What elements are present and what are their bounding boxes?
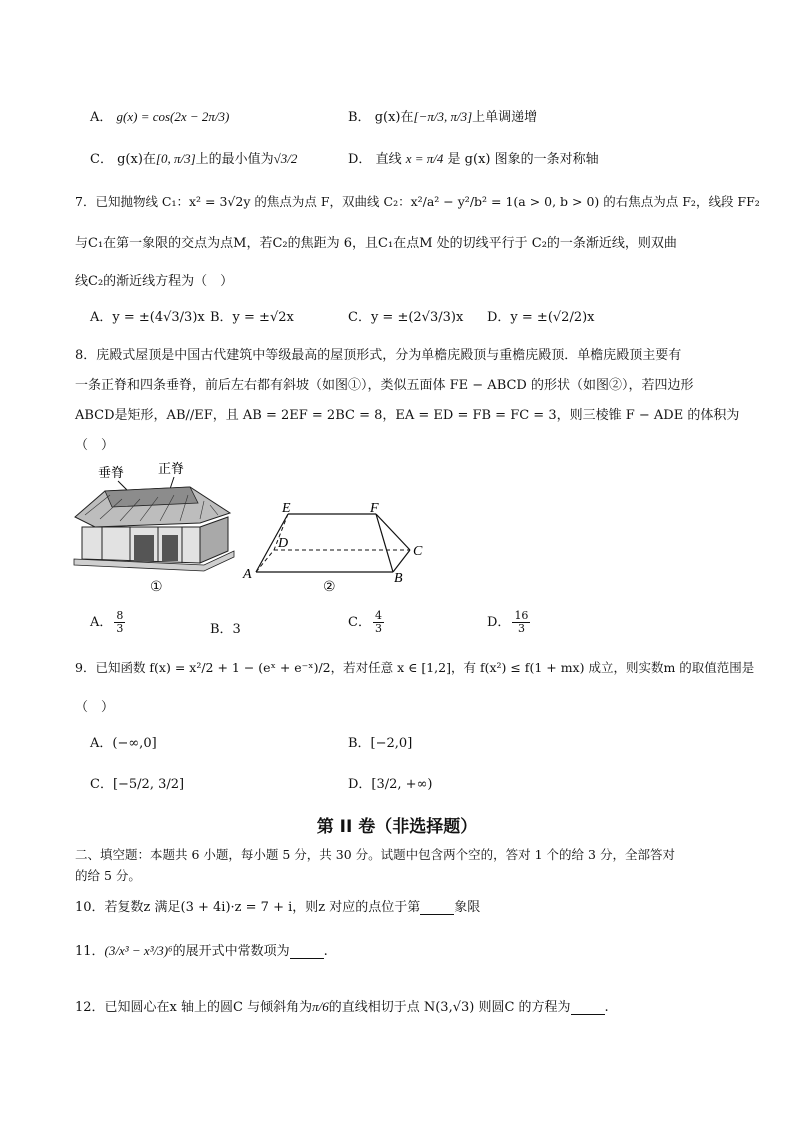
q9-option-b: B．[−2,0] [348, 736, 413, 751]
q6-option-a: A． g(x) = cos(2x − 2π/3) [90, 109, 230, 125]
q7-line-1: 7．已知抛物线 C₁：x² = 3√2y 的焦点为点 F，双曲线 C₂：x²/a² − y²/b² = 1(a > 0, b > 0) 的右焦点为点 F₂，线段 FF₂ [75, 194, 760, 209]
fig2-caption: ② [323, 579, 336, 595]
q6-option-c: C． g(x)在[0, π/3]上的最小值为√3/2 [90, 151, 298, 167]
fig1-label-left: 垂脊 [98, 466, 125, 481]
q8-option-b: B．3 [210, 622, 241, 637]
q8-line-4: （ ） [75, 438, 115, 453]
point-b: B [394, 571, 403, 585]
q7-option-b: B．y = ±√2x [210, 310, 294, 325]
q9-option-d: D．[3/2, +∞) [348, 777, 433, 792]
q11-answer-blank[interactable] [290, 946, 324, 959]
point-e: E [282, 501, 291, 516]
building-figure [70, 455, 240, 575]
q10-answer-blank[interactable] [420, 902, 454, 915]
section-intro-2: 的给 5 分。 [75, 868, 141, 883]
fig1-label-right: 正脊 [158, 462, 185, 477]
point-d: D [278, 536, 289, 551]
point-a: A [243, 567, 252, 582]
q8-line-3: ABCD是矩形，AB//EF，且 AB = 2EF = 2BC = 8，EA = ED = FB = FC = 3，则三棱锥 F − ADE 的体积为 [75, 408, 740, 423]
fig1-caption: ① [150, 579, 163, 595]
q7-line-3: 线C₂的渐近线方程为（ ） [75, 274, 234, 289]
q8-option-a: A． $\frac{8}{3}$ [90, 609, 124, 635]
q9-line-2: （ ） [75, 700, 115, 715]
section-intro-1: 二、填空题：本题共 6 小题，每小题 5 分，共 30 分。试题中包含两个空的，答对 1 个的给 3 分，全部答对 [75, 847, 675, 862]
q7-line-2: 与C₁在第一象限的交点为点M，若C₂的焦距为 6，且C₁在点M 处的切线平行于 C₂的一条渐近线，则双曲 [75, 236, 677, 251]
q9-line-1: 9．已知函数 f(x) = x²/2 + 1 − (eˣ + e⁻ˣ)/2，若对任意 x ∈ [1,2]，有 f(x²) ≤ f(1 + mx) 成立，则实数m 的取值范围是 [75, 660, 755, 675]
q7-option-d: D．y = ±(√2/2)x [487, 310, 595, 325]
q8-line-2: 一条正脊和四条垂脊，前后左右都有斜坡（如图①），类似五面体 FE − ABCD 的形状（如图②），若四边形 [75, 378, 694, 393]
q12-answer-blank[interactable] [571, 1002, 605, 1015]
q9-option-a: A．(−∞,0] [90, 736, 157, 751]
point-f: F [370, 501, 379, 516]
q6-option-b: B． g(x)在[−π/3, π/3]上单调递增 [348, 109, 538, 125]
q10: 10．若复数z 满足(3 + 4i)·z = 7 + i，则z 对应的点位于第 象限 [75, 900, 481, 915]
q8-option-c: C． $\frac{4}{3}$ [348, 609, 382, 635]
q8-option-d: D． $\frac{16}{3}$ [487, 609, 529, 635]
q8-line-1: 8．庑殿式屋顶是中国古代建筑中等级最高的屋顶形式，分为单檐庑殿顶与重檐庑殿顶．单檐庑殿顶主要有 [75, 348, 682, 363]
q7-option-c: C．y = ±(2√3/3)x [348, 310, 464, 325]
q9-option-c: C．[−5/2, 3/2] [90, 777, 185, 792]
q6-option-d: D． 直线 x = π/4 是 g(x) 图象的一条对称轴 [348, 151, 599, 167]
q7-option-a: A．y = ±(4√3/3)x [90, 310, 205, 325]
pentahedron-figure [238, 500, 438, 585]
section-title: 第 II 卷（非选择题） [316, 817, 478, 837]
point-c: C [413, 544, 423, 559]
q11: 11．(3/x³ − x³/3)⁶的展开式中常数项为 . [75, 943, 328, 959]
q12: 12．已知圆心在x 轴上的圆C 与倾斜角为π/6的直线相切于点 N(3,√3) 则圆C 的方程为 . [75, 999, 609, 1015]
